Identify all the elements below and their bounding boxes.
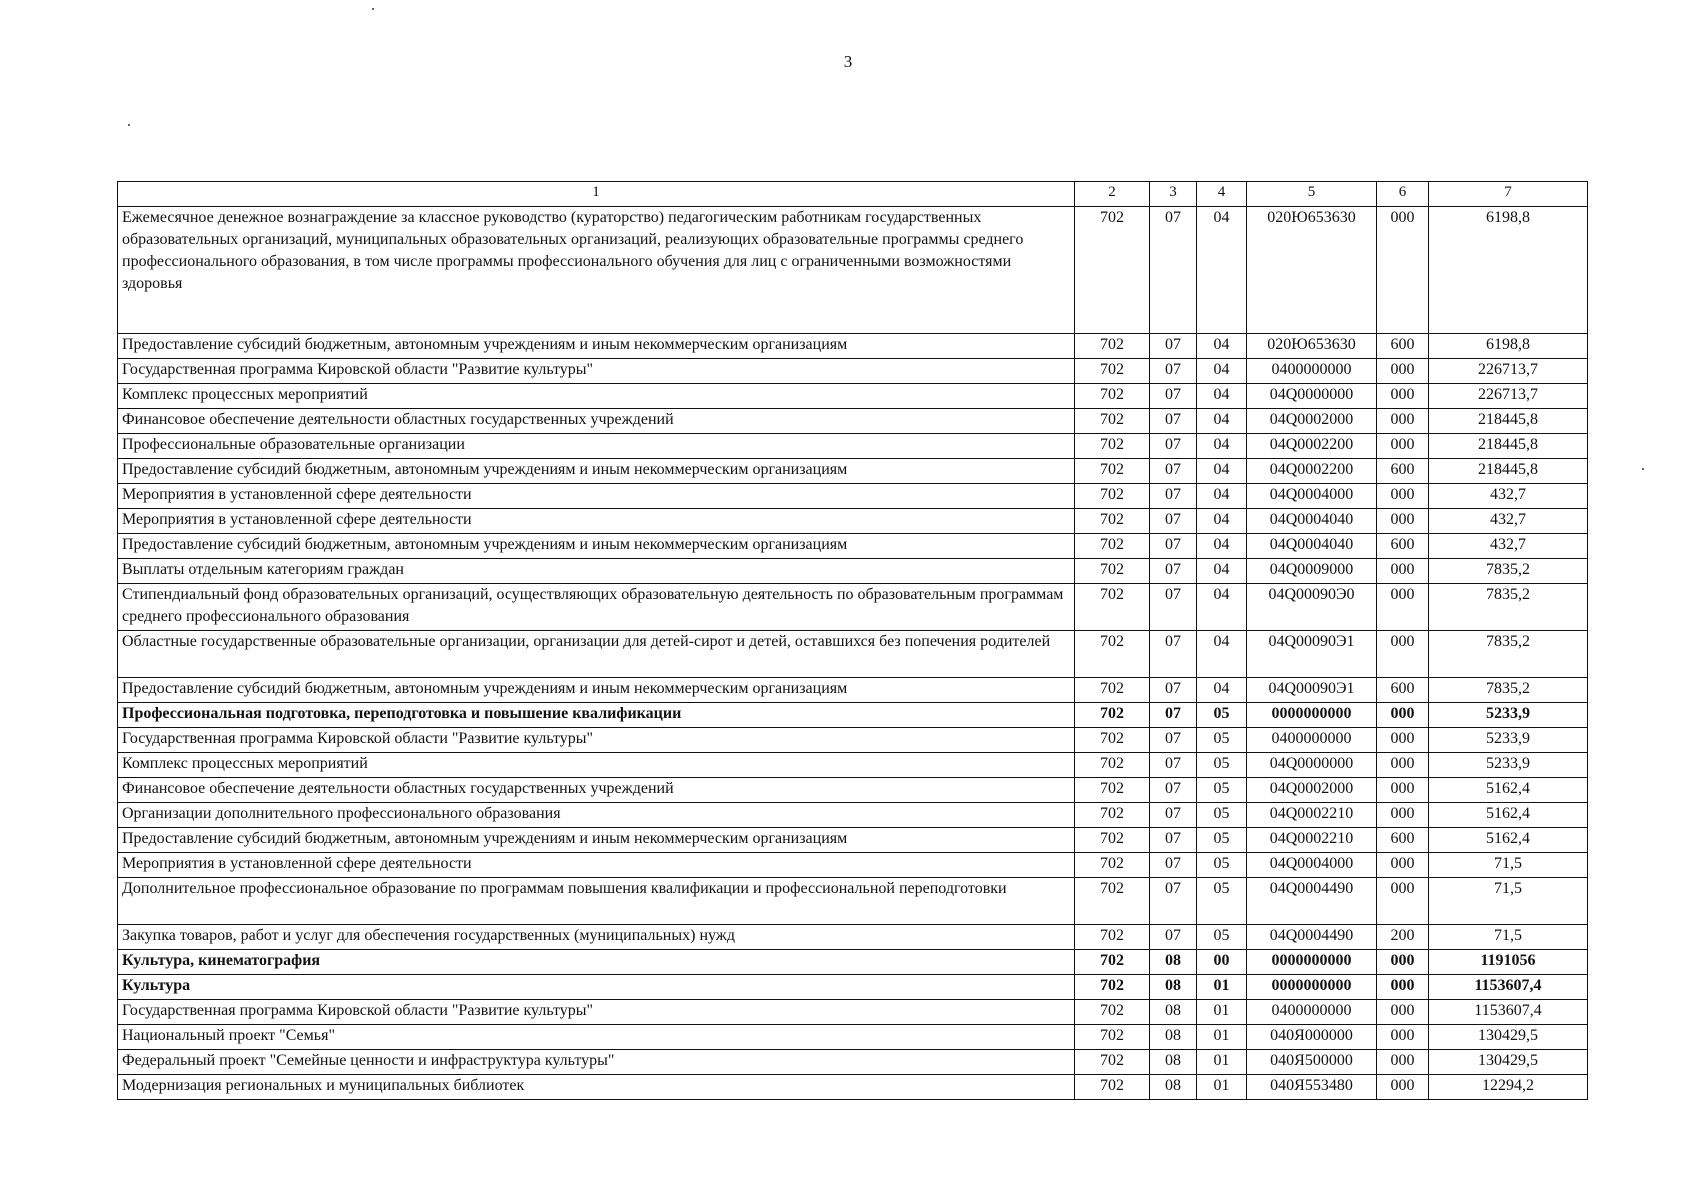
target-code: 04Q0002000 <box>1247 409 1377 434</box>
amount: 1191056 <box>1429 950 1588 975</box>
section-code: 07 <box>1150 878 1197 925</box>
subsection-code: 04 <box>1197 678 1247 703</box>
row-name: Модернизация региональных и муниципальных библиотек <box>118 1075 1075 1100</box>
table-row <box>118 803 1588 828</box>
amount: 432,7 <box>1429 534 1588 559</box>
table-row <box>118 1050 1588 1075</box>
admin-code: 702 <box>1075 334 1150 359</box>
subsection-code: 05 <box>1197 803 1247 828</box>
amount: 6198,8 <box>1429 207 1588 334</box>
column-header: 6 <box>1377 182 1429 207</box>
table-row <box>118 207 1588 334</box>
subsection-code: 04 <box>1197 409 1247 434</box>
target-code: 04Q00090Э0 <box>1247 584 1377 631</box>
section-code: 07 <box>1150 631 1197 678</box>
table-row <box>118 359 1588 384</box>
amount: 218445,8 <box>1429 409 1588 434</box>
target-code: 0000000000 <box>1247 950 1377 975</box>
expense-type-code: 000 <box>1377 359 1429 384</box>
admin-code: 702 <box>1075 1050 1150 1075</box>
amount: 432,7 <box>1429 509 1588 534</box>
target-code: 04Q0002210 <box>1247 828 1377 853</box>
subsection-code: 05 <box>1197 728 1247 753</box>
scan-speck <box>372 8 374 10</box>
admin-code: 702 <box>1075 1025 1150 1050</box>
row-name: Ежемесячное денежное вознаграждение за классное руководство (кураторство) педагогическим работникам государственных образовательных организаций, муниципальных образовательных организаций, реализующих образовательные программы среднего профессионального образования, в том числе программы профессионального обучения для лиц с ограниченными возможностями здоровья <box>118 207 1075 334</box>
row-name: Предоставление субсидий бюджетным, автономным учреждениям и иным некоммерческим организациям <box>118 459 1075 484</box>
expense-type-code: 200 <box>1377 925 1429 950</box>
expense-type-code: 000 <box>1377 703 1429 728</box>
row-name: Финансовое обеспечение деятельности областных государственных учреждений <box>118 778 1075 803</box>
page-number: 3 <box>843 52 853 71</box>
subsection-code: 01 <box>1197 1050 1247 1075</box>
expense-type-code: 000 <box>1377 409 1429 434</box>
admin-code: 702 <box>1075 950 1150 975</box>
table-row <box>118 1075 1588 1100</box>
section-code: 07 <box>1150 703 1197 728</box>
amount: 5162,4 <box>1429 803 1588 828</box>
table-row <box>118 878 1588 925</box>
amount: 226713,7 <box>1429 359 1588 384</box>
subsection-code: 04 <box>1197 631 1247 678</box>
expense-type-code: 600 <box>1377 828 1429 853</box>
expense-type-code: 000 <box>1377 803 1429 828</box>
target-code: 04Q0002000 <box>1247 778 1377 803</box>
target-code: 040Я553480 <box>1247 1075 1377 1100</box>
row-name: Профессиональные образовательные организации <box>118 434 1075 459</box>
budget-table <box>117 181 1588 1100</box>
section-code: 07 <box>1150 359 1197 384</box>
scan-speck <box>128 124 130 126</box>
table-row <box>118 975 1588 1000</box>
table-row <box>118 584 1588 631</box>
expense-type-code: 000 <box>1377 975 1429 1000</box>
row-name: Закупка товаров, работ и услуг для обеспечения государственных (муниципальных) нужд <box>118 925 1075 950</box>
expense-type-code: 000 <box>1377 631 1429 678</box>
target-code: 04Q00090Э1 <box>1247 678 1377 703</box>
expense-type-code: 000 <box>1377 753 1429 778</box>
section-code: 07 <box>1150 509 1197 534</box>
row-name: Национальный проект "Семья" <box>118 1025 1075 1050</box>
row-name: Государственная программа Кировской области "Развитие культуры" <box>118 728 1075 753</box>
subsection-code: 04 <box>1197 334 1247 359</box>
amount: 71,5 <box>1429 853 1588 878</box>
column-header: 5 <box>1247 182 1377 207</box>
table-row <box>118 925 1588 950</box>
section-code: 07 <box>1150 409 1197 434</box>
table-row <box>118 509 1588 534</box>
amount: 7835,2 <box>1429 559 1588 584</box>
amount: 226713,7 <box>1429 384 1588 409</box>
amount: 5162,4 <box>1429 778 1588 803</box>
section-code: 07 <box>1150 753 1197 778</box>
amount: 5162,4 <box>1429 828 1588 853</box>
target-code: 0400000000 <box>1247 1000 1377 1025</box>
table-row <box>118 459 1588 484</box>
amount: 218445,8 <box>1429 459 1588 484</box>
admin-code: 702 <box>1075 703 1150 728</box>
section-code: 07 <box>1150 207 1197 334</box>
subsection-code: 04 <box>1197 459 1247 484</box>
admin-code: 702 <box>1075 459 1150 484</box>
table-row <box>118 334 1588 359</box>
subsection-code: 05 <box>1197 925 1247 950</box>
section-code: 08 <box>1150 1025 1197 1050</box>
admin-code: 702 <box>1075 409 1150 434</box>
row-name: Мероприятия в установленной сфере деятельности <box>118 853 1075 878</box>
admin-code: 702 <box>1075 484 1150 509</box>
section-code: 08 <box>1150 975 1197 1000</box>
admin-code: 702 <box>1075 778 1150 803</box>
section-code: 07 <box>1150 459 1197 484</box>
target-code: 04Q0002200 <box>1247 459 1377 484</box>
section-code: 07 <box>1150 559 1197 584</box>
subsection-code: 01 <box>1197 975 1247 1000</box>
subsection-code: 04 <box>1197 384 1247 409</box>
row-name: Культура, кинематография <box>118 950 1075 975</box>
table-row <box>118 434 1588 459</box>
table-row <box>118 384 1588 409</box>
expense-type-code: 000 <box>1377 584 1429 631</box>
expense-type-code: 000 <box>1377 1000 1429 1025</box>
target-code: 040Я500000 <box>1247 1050 1377 1075</box>
section-code: 07 <box>1150 778 1197 803</box>
column-header: 7 <box>1429 182 1588 207</box>
admin-code: 702 <box>1075 678 1150 703</box>
target-code: 04Q0004000 <box>1247 853 1377 878</box>
admin-code: 702 <box>1075 1075 1150 1100</box>
subsection-code: 05 <box>1197 753 1247 778</box>
admin-code: 702 <box>1075 584 1150 631</box>
amount: 130429,5 <box>1429 1025 1588 1050</box>
target-code: 04Q0004040 <box>1247 509 1377 534</box>
row-name: Культура <box>118 975 1075 1000</box>
table-row <box>118 778 1588 803</box>
expense-type-code: 000 <box>1377 559 1429 584</box>
amount: 5233,9 <box>1429 728 1588 753</box>
table-row <box>118 728 1588 753</box>
expense-type-code: 000 <box>1377 207 1429 334</box>
target-code: 04Q0002200 <box>1247 434 1377 459</box>
row-name: Предоставление субсидий бюджетным, автономным учреждениям и иным некоммерческим организациям <box>118 534 1075 559</box>
expense-type-code: 000 <box>1377 484 1429 509</box>
target-code: 0400000000 <box>1247 728 1377 753</box>
row-name: Дополнительное профессиональное образование по программам повышения квалификации и профессиональной переподготовки <box>118 878 1075 925</box>
admin-code: 702 <box>1075 853 1150 878</box>
subsection-code: 05 <box>1197 703 1247 728</box>
table-row <box>118 484 1588 509</box>
subsection-code: 00 <box>1197 950 1247 975</box>
subsection-code: 05 <box>1197 878 1247 925</box>
admin-code: 702 <box>1075 509 1150 534</box>
row-name: Профессиональная подготовка, переподготовка и повышение квалификации <box>118 703 1075 728</box>
column-header: 1 <box>118 182 1075 207</box>
expense-type-code: 000 <box>1377 778 1429 803</box>
table-row <box>118 703 1588 728</box>
table-row <box>118 950 1588 975</box>
target-code: 04Q0004040 <box>1247 534 1377 559</box>
section-code: 08 <box>1150 1000 1197 1025</box>
amount: 6198,8 <box>1429 334 1588 359</box>
target-code: 04Q0004490 <box>1247 878 1377 925</box>
section-code: 07 <box>1150 728 1197 753</box>
expense-type-code: 000 <box>1377 434 1429 459</box>
column-header: 4 <box>1197 182 1247 207</box>
scan-speck <box>1642 468 1644 470</box>
target-code: 0000000000 <box>1247 703 1377 728</box>
row-name: Мероприятия в установленной сфере деятельности <box>118 509 1075 534</box>
subsection-code: 04 <box>1197 509 1247 534</box>
section-code: 07 <box>1150 384 1197 409</box>
subsection-code: 01 <box>1197 1025 1247 1050</box>
target-code: 0400000000 <box>1247 359 1377 384</box>
admin-code: 702 <box>1075 1000 1150 1025</box>
admin-code: 702 <box>1075 878 1150 925</box>
amount: 5233,9 <box>1429 703 1588 728</box>
row-name: Государственная программа Кировской области "Развитие культуры" <box>118 1000 1075 1025</box>
admin-code: 702 <box>1075 534 1150 559</box>
amount: 1153607,4 <box>1429 975 1588 1000</box>
section-code: 08 <box>1150 1075 1197 1100</box>
expense-type-code: 000 <box>1377 950 1429 975</box>
table-row <box>118 1000 1588 1025</box>
admin-code: 702 <box>1075 359 1150 384</box>
admin-code: 702 <box>1075 207 1150 334</box>
amount: 71,5 <box>1429 925 1588 950</box>
row-name: Комплекс процессных мероприятий <box>118 753 1075 778</box>
row-name: Комплекс процессных мероприятий <box>118 384 1075 409</box>
target-code: 020Ю653630 <box>1247 207 1377 334</box>
admin-code: 702 <box>1075 559 1150 584</box>
subsection-code: 04 <box>1197 534 1247 559</box>
expense-type-code: 000 <box>1377 853 1429 878</box>
subsection-code: 04 <box>1197 484 1247 509</box>
row-name: Выплаты отдельным категориям граждан <box>118 559 1075 584</box>
column-header: 2 <box>1075 182 1150 207</box>
target-code: 04Q0002210 <box>1247 803 1377 828</box>
expense-type-code: 000 <box>1377 1025 1429 1050</box>
subsection-code: 04 <box>1197 434 1247 459</box>
row-name: Организации дополнительного профессионального образования <box>118 803 1075 828</box>
admin-code: 702 <box>1075 828 1150 853</box>
subsection-code: 04 <box>1197 359 1247 384</box>
amount: 7835,2 <box>1429 584 1588 631</box>
target-code: 020Ю653630 <box>1247 334 1377 359</box>
subsection-code: 04 <box>1197 207 1247 334</box>
section-code: 08 <box>1150 950 1197 975</box>
expense-type-code: 000 <box>1377 878 1429 925</box>
section-code: 07 <box>1150 803 1197 828</box>
row-name: Областные государственные образовательные организации, организации для детей-сирот и детей, оставшихся без попечения родителей <box>118 631 1075 678</box>
amount: 71,5 <box>1429 878 1588 925</box>
row-name: Предоставление субсидий бюджетным, автономным учреждениям и иным некоммерческим организациям <box>118 828 1075 853</box>
amount: 5233,9 <box>1429 753 1588 778</box>
target-code: 04Q0000000 <box>1247 753 1377 778</box>
table-row <box>118 631 1588 678</box>
table-row <box>118 409 1588 434</box>
expense-type-code: 000 <box>1377 1050 1429 1075</box>
subsection-code: 01 <box>1197 1000 1247 1025</box>
amount: 432,7 <box>1429 484 1588 509</box>
admin-code: 702 <box>1075 803 1150 828</box>
amount: 218445,8 <box>1429 434 1588 459</box>
table-row <box>118 678 1588 703</box>
subsection-code: 01 <box>1197 1075 1247 1100</box>
target-code: 04Q0004490 <box>1247 925 1377 950</box>
table-row <box>118 753 1588 778</box>
column-number-row <box>118 182 1588 207</box>
section-code: 07 <box>1150 828 1197 853</box>
expense-type-code: 000 <box>1377 1075 1429 1100</box>
row-name: Государственная программа Кировской области "Развитие культуры" <box>118 359 1075 384</box>
section-code: 07 <box>1150 584 1197 631</box>
expense-type-code: 000 <box>1377 509 1429 534</box>
section-code: 07 <box>1150 678 1197 703</box>
section-code: 07 <box>1150 853 1197 878</box>
expense-type-code: 600 <box>1377 459 1429 484</box>
expense-type-code: 600 <box>1377 678 1429 703</box>
admin-code: 702 <box>1075 753 1150 778</box>
admin-code: 702 <box>1075 631 1150 678</box>
target-code: 04Q0009000 <box>1247 559 1377 584</box>
admin-code: 702 <box>1075 975 1150 1000</box>
admin-code: 702 <box>1075 434 1150 459</box>
expense-type-code: 000 <box>1377 728 1429 753</box>
row-name: Мероприятия в установленной сфере деятельности <box>118 484 1075 509</box>
table-row <box>118 1025 1588 1050</box>
table-row <box>118 853 1588 878</box>
admin-code: 702 <box>1075 925 1150 950</box>
row-name: Финансовое обеспечение деятельности областных государственных учреждений <box>118 409 1075 434</box>
row-name: Предоставление субсидий бюджетным, автономным учреждениям и иным некоммерческим организациям <box>118 678 1075 703</box>
table-row <box>118 828 1588 853</box>
amount: 12294,2 <box>1429 1075 1588 1100</box>
amount: 1153607,4 <box>1429 1000 1588 1025</box>
column-header: 3 <box>1150 182 1197 207</box>
subsection-code: 05 <box>1197 853 1247 878</box>
amount: 7835,2 <box>1429 678 1588 703</box>
expense-type-code: 600 <box>1377 334 1429 359</box>
subsection-code: 04 <box>1197 559 1247 584</box>
admin-code: 702 <box>1075 728 1150 753</box>
section-code: 07 <box>1150 534 1197 559</box>
subsection-code: 05 <box>1197 778 1247 803</box>
target-code: 04Q0000000 <box>1247 384 1377 409</box>
subsection-code: 05 <box>1197 828 1247 853</box>
amount: 130429,5 <box>1429 1050 1588 1075</box>
expense-type-code: 000 <box>1377 384 1429 409</box>
target-code: 0000000000 <box>1247 975 1377 1000</box>
row-name: Стипендиальный фонд образовательных организаций, осуществляющих образовательную деятельность по образовательным программам среднего профессионального образования <box>118 584 1075 631</box>
target-code: 04Q00090Э1 <box>1247 631 1377 678</box>
row-name: Предоставление субсидий бюджетным, автономным учреждениям и иным некоммерческим организациям <box>118 334 1075 359</box>
target-code: 04Q0004000 <box>1247 484 1377 509</box>
amount: 7835,2 <box>1429 631 1588 678</box>
section-code: 08 <box>1150 1050 1197 1075</box>
admin-code: 702 <box>1075 384 1150 409</box>
target-code: 040Я000000 <box>1247 1025 1377 1050</box>
subsection-code: 04 <box>1197 584 1247 631</box>
section-code: 07 <box>1150 925 1197 950</box>
row-name: Федеральный проект "Семейные ценности и инфраструктура культуры" <box>118 1050 1075 1075</box>
section-code: 07 <box>1150 334 1197 359</box>
section-code: 07 <box>1150 484 1197 509</box>
table-row <box>118 559 1588 584</box>
table-row <box>118 534 1588 559</box>
section-code: 07 <box>1150 434 1197 459</box>
expense-type-code: 600 <box>1377 534 1429 559</box>
